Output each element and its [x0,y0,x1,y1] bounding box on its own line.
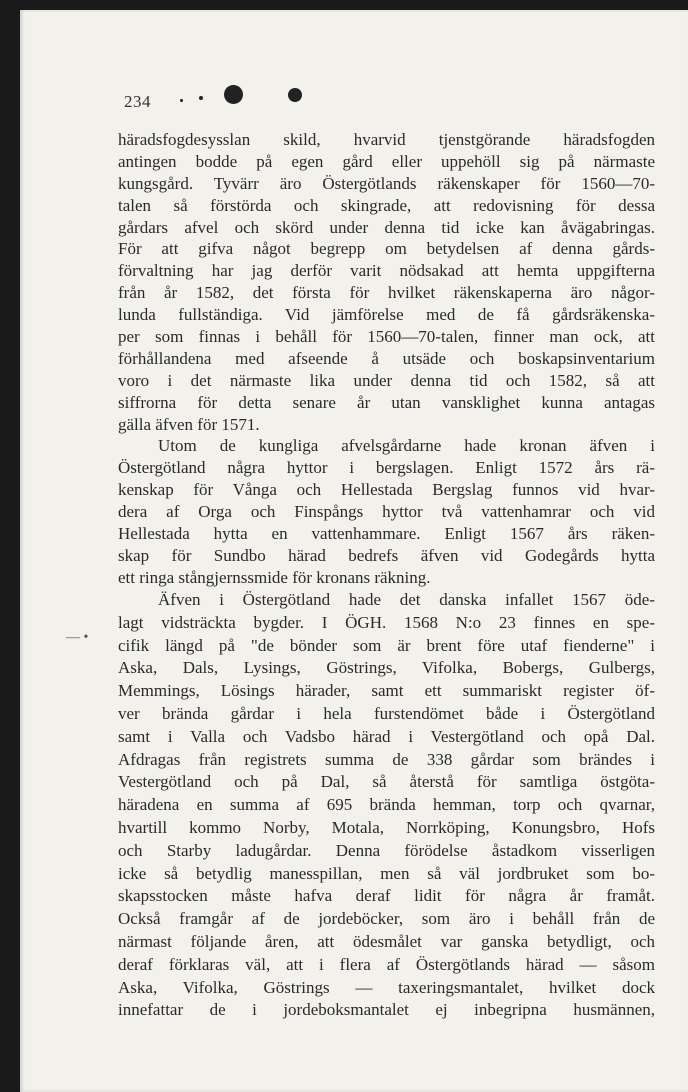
text-line: Östergötland några hyttor i bergslagen. Enligt 1572 års rä- [118,458,655,478]
text-line: häradena en summa af 695 brända hemman, torp och qvarnar, [118,795,655,815]
text-line: Utom de kungliga afvelsgårdarne hade kronan äfven i [158,436,655,456]
text-line: kenskap för Vånga och Hellestada Bergslag funnos vid hvar- [118,480,655,500]
ink-blot [224,85,243,104]
text-line: Hellestada hytta en vattenhammare. Enligt 1567 års räken- [118,524,655,544]
text-line: häradsfogdesysslan skild, hvarvid tjenstgörande häradsfogden [118,130,655,149]
text-line: Aska, Dals, Lysings, Göstrings, Vifolka, Bobergs, Gulbergs, [118,658,655,678]
text-line: Äfven i Östergötland hade det danska infallet 1567 öde- [158,590,655,609]
text-line: innefattar de i jordeboksmantalet ej inbegripna husmännen, [118,1000,655,1020]
text-line: gälla äfven för 1571. [118,414,260,434]
paragraph-1 [118,129,655,589]
text-line: Memmings, Lösings härader, samt ett summariskt register öf- [118,681,655,701]
page-number: 234 [124,92,151,111]
text-line: ver brända gårdar i hela furstendömet både i Östergötland [118,703,655,723]
ink-speck [199,96,203,100]
text-line: Också framgår af de jordeböcker, som äro i behåll från de [118,909,655,929]
text-line: per som finnas i behåll för 1560—70-talen, finner man ock, att [118,327,655,347]
text-line: lunda fullständiga. Vid jämförelse med de få gårdsräkenska- [118,305,655,325]
text-line: siffrorna för detta senare år utan vansklighet kunna antagas [118,392,655,412]
text-line: skapsstocken måste hafva deraf lidit för några år framåt. [118,886,655,906]
text-line: närmast följande åren, att ödesmålet var ganska betydligt, och [118,931,655,951]
text-line: talen så förstörda och skingrade, att redovisning för dessa [118,195,655,215]
text-line: ett ringa stångjernssmide för kronans räkning. [118,567,431,587]
paragraph-2 [118,589,655,1022]
text-line: förhållandena med afseende å utsäde och boskapsinventarium [118,348,655,368]
margin-mark: — • [66,630,89,645]
ink-blot [288,88,302,102]
text-line: skap för Sundbo härad bedrefs äfven vid Godegårds hytta [118,545,655,565]
text-line: Vestergötland och på Dal, så återstå för samtliga östgöta- [118,772,655,792]
text-line: cifik längd på "de bönder som är brent före utaf fienderne" i [118,635,655,655]
text-line: icke så betydlig manesspillan, men så väl jordbruket som bo- [118,863,655,883]
text-line: För att gifva något begrepp om betydelsen af denna gårds- [118,239,655,259]
ink-speck [180,99,183,102]
text-line: antingen bodde på egen gård eller uppehöll sig på närmaste [118,151,655,171]
text-line: hvartill kommo Norby, Motala, Norrköping, Konungsbro, Hofs [118,817,655,837]
text-line: dera af Orga och Finspångs hyttor två vattenhamrar och vid [118,502,655,522]
text-line: förvaltning har jag derför varit nödsakad att hemta uppgifterna [118,261,655,281]
text-line: lagt vidsträckta bygder. I ÖGH. 1568 N:o 23 finnes en spe- [118,612,655,632]
text-line: samt i Valla och Vadsbo härad i Vestergötland och opå Dal. [118,726,655,746]
text-line: voro i det närmaste lika under denna tid och 1582, så att [118,370,655,390]
text-line: från år 1582, det första för hvilket räkenskaperna äro någor- [118,283,655,303]
text-line: Aska, Vifolka, Göstrings — taxeringsmantalet, hvilket dock [118,977,655,997]
text-line: gårdars afvel och skörd under denna tid icke kan åvägabringas. [118,217,655,237]
text-line: Afdragas från registrets summa de 338 gårdar som brändes i [118,749,655,769]
text-line: deraf förklaras väl, att i flera af Östergötlands härad — såsom [118,954,655,974]
text-line: kungsgård. Tyvärr äro Östergötlands räkenskaper för 1560—70- [118,173,655,193]
text-line: och Starby ladugårdar. Denna förödelse åstadkom visserligen [118,840,655,860]
